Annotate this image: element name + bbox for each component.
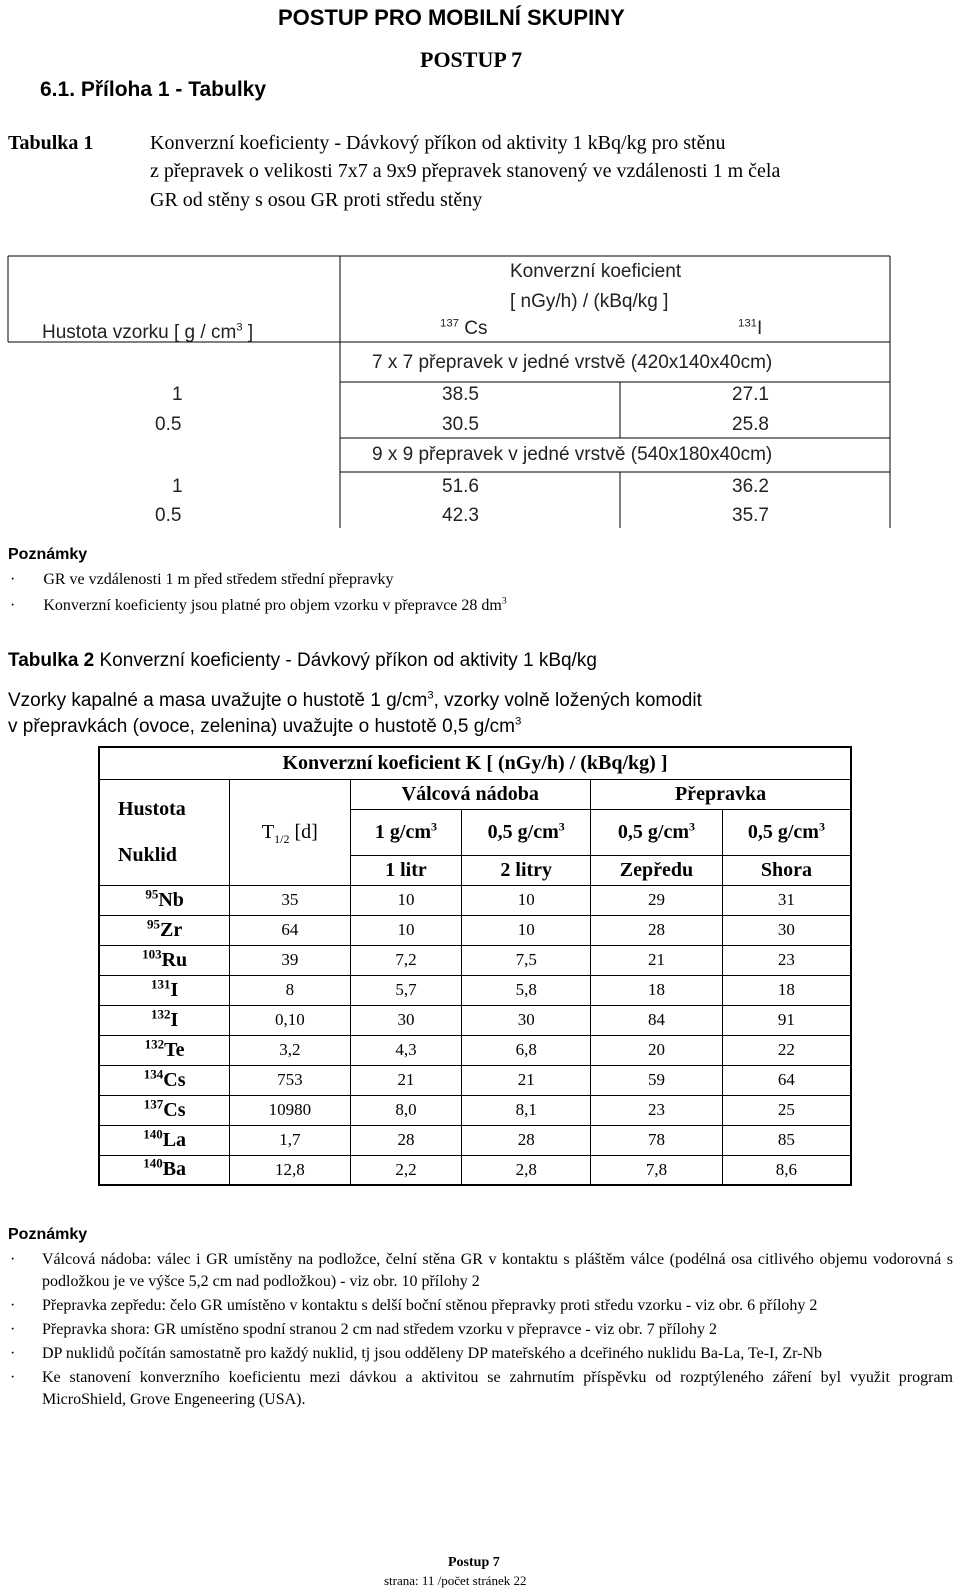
nuclide-cell: $^{103}$Ru [99, 945, 230, 975]
bullet-icon: · [10, 571, 16, 588]
value-cell: 35 [230, 885, 350, 915]
table2-note-3: · Přepravka shora: GR umístěno spodní stranou 2 cm nad středem vzorku v přepravce - viz obr. 7 přílohy 2 [8, 1319, 953, 1341]
nuclide-cell: $^{95}$Nb [99, 885, 230, 915]
table1-row4-cs: 42.3 [442, 505, 479, 526]
value-cell: 1,7 [230, 1125, 350, 1155]
bullet-icon: · [10, 1321, 16, 1338]
nuclide-cell: $^{140}$Ba [99, 1155, 230, 1185]
value-cell: 10980 [230, 1095, 350, 1125]
table2-note-4: · DP nuklidů počítán samostatně pro každý nuklid, tj jsou odděleny DP mateřského a dceřiného nuklidu Ba-La, Te-I, Zr-Nb [8, 1343, 953, 1365]
table2-caption: Tabulka 2 Konverzní koeficienty - Dávkový příkon od aktivity 1 kBq/kg [8, 650, 597, 671]
bullet-icon: · [10, 1345, 16, 1362]
table2-header-main: Konverzní koeficient K [ (nGy/h) / (kBq/kg) ] [99, 747, 851, 779]
table2-header-hustota-nuklid: Hustota Nuklid [99, 779, 230, 885]
table-row [99, 945, 851, 975]
table-row [99, 1005, 851, 1035]
value-cell: 5,8 [462, 975, 591, 1005]
table1-row3-i: 36.2 [732, 476, 769, 497]
value-cell: 91 [722, 1005, 851, 1035]
table2-subhead-4: Shora [722, 855, 851, 885]
value-cell: 64 [722, 1065, 851, 1095]
table2 [98, 746, 852, 1186]
table1-group-9x9: 9 x 9 přepravek v jedné vrstvě (540x180x40cm) [372, 444, 773, 465]
value-cell: 18 [722, 975, 851, 1005]
value-cell: 64 [230, 915, 350, 945]
table1-header-line2: [ nGy/h) / (kBq/kg ] [510, 291, 669, 312]
value-cell: 25 [722, 1095, 851, 1125]
nuclide-cell: $^{137}$Cs [99, 1095, 230, 1125]
table1-grid [0, 250, 960, 550]
table1-label: Tabulka 1 [8, 132, 94, 154]
value-cell: 21 [350, 1065, 462, 1095]
footer-title: Postup 7 [448, 1555, 500, 1570]
table1-row3-density: 1 [172, 476, 183, 497]
value-cell: 8,0 [350, 1095, 462, 1125]
value-cell: 3,2 [230, 1035, 350, 1065]
value-cell: 7,2 [350, 945, 462, 975]
table1-row1-i: 27.1 [732, 384, 769, 405]
value-cell: 7,8 [591, 1155, 723, 1185]
table2-note-1: · Válcová nádoba: válec i GR umístěny na podložce, čelní stěna GR v kontaktu s pláštěm válce (podélná osa citlivého objemu vodorovná s podložkou je ve výšce 5,2 cm nad podložkou) - viz obr. 10 přílohy 2 [10, 1251, 953, 1290]
value-cell: 28 [462, 1125, 591, 1155]
bullet-icon: · [10, 597, 16, 614]
table2-header-valcova: Válcová nádoba [350, 779, 591, 809]
table2-notes [8, 1249, 953, 1411]
table-row [99, 1095, 851, 1125]
table-row [99, 1035, 851, 1065]
value-cell: 23 [591, 1095, 723, 1125]
value-cell: 2,8 [462, 1155, 591, 1185]
value-cell: 10 [350, 885, 462, 915]
table2-density-4: 0,5 $g/cm^3$ [722, 809, 851, 855]
table2-header-halflife: $T_{1/2}$ [d] [230, 779, 350, 885]
value-cell: 59 [591, 1065, 723, 1095]
nuclide-cell: $^{131}$I [99, 975, 230, 1005]
nuclide-cell: $^{132}$Te [99, 1035, 230, 1065]
document-title: POSTUP PRO MOBILNÍ SKUPINY [278, 5, 625, 30]
table2-header-prepravka: Přepravka [591, 779, 851, 809]
table2-note-5: · Ke stanovení konverzního koeficientu mezi dávkou a aktivitou se zahrnutím příspěvku od rozptýleného záření byl využit program MicroShield, Grove Engeneering (USA). [10, 1369, 953, 1408]
procedure-subtitle: POSTUP 7 [420, 47, 523, 72]
table1-row1-cs: 38.5 [442, 384, 479, 405]
value-cell: 30 [722, 915, 851, 945]
value-cell: 78 [591, 1125, 723, 1155]
table1-row2-cs: 30.5 [442, 414, 479, 435]
bullet-icon: · [10, 1251, 16, 1268]
value-cell: 5,7 [350, 975, 462, 1005]
value-cell: 0,10 [230, 1005, 350, 1035]
bullet-icon: · [10, 1369, 16, 1386]
value-cell: 4,3 [350, 1035, 462, 1065]
table1-cs137-header: $^{137}$ Cs [440, 317, 488, 339]
value-cell: 85 [722, 1125, 851, 1155]
table-row [99, 1155, 851, 1185]
table2-subhead-1: 1 litr [350, 855, 462, 885]
table-row [99, 915, 851, 945]
table2-subhead-3: Zepředu [591, 855, 723, 885]
value-cell: 22 [722, 1035, 851, 1065]
value-cell: 8,1 [462, 1095, 591, 1125]
table1-note-2: · Konverzní koeficienty jsou platné pro objem vzorku v přepravce 28 $dm^3$ [10, 595, 507, 614]
table1-i131-header: $^{131}$I [738, 317, 763, 339]
value-cell: 21 [462, 1065, 591, 1095]
table1-row2-i: 25.8 [732, 414, 769, 435]
table1-caption-line2: z přepravek o velikosti 7x7 a 9x9 přepravek stanovený ve vzdálenosti 1 m čela [150, 160, 781, 182]
table-row [99, 1065, 851, 1095]
value-cell: 21 [591, 945, 723, 975]
table2-notes-title: Poznámky [8, 1226, 88, 1243]
value-cell: 12,8 [230, 1155, 350, 1185]
value-cell: 2,2 [350, 1155, 462, 1185]
value-cell: 23 [722, 945, 851, 975]
value-cell: 10 [462, 885, 591, 915]
table2-density-3: 0,5 $g/cm^3$ [591, 809, 723, 855]
section-heading: 6.1. Příloha 1 - Tabulky [40, 78, 267, 101]
table1-row4-density: 0.5 [155, 505, 182, 526]
table2-description-line1: Vzorky kapalné a masa uvažujte o hustotě 1 $g/cm^3$, vzorky volně ložených komodit [8, 689, 702, 711]
value-cell: 39 [230, 945, 350, 975]
table1-caption-line3: GR od stěny s osou GR proti středu stěny [150, 189, 483, 211]
table1-row2-density: 0.5 [155, 414, 182, 435]
value-cell: 30 [350, 1005, 462, 1035]
table2-note-2: · Přepravka zepředu: čelo GR umístěno v kontaktu s delší boční stěnou přepravky proti středu vzorku - viz obr. 6 přílohy 2 [8, 1295, 953, 1317]
bullet-icon: · [10, 1297, 16, 1314]
value-cell: 29 [591, 885, 723, 915]
table2-density-1: 1 $g/cm^3$ [350, 809, 462, 855]
value-cell: 84 [591, 1005, 723, 1035]
value-cell: 6,8 [462, 1035, 591, 1065]
nuclide-cell: $^{132}$I [99, 1005, 230, 1035]
nuclide-cell: $^{95}$Zr [99, 915, 230, 945]
value-cell: 7,5 [462, 945, 591, 975]
table1-density-header: Hustota vzorku [ g / $cm^3$ ] [42, 321, 254, 343]
table2-subhead-2: 2 litry [462, 855, 591, 885]
value-cell: 18 [591, 975, 723, 1005]
table2-description-line2: v přepravkách (ovoce, zelenina) uvažujte o hustotě 0,5 $g/cm^3$ [8, 715, 522, 737]
nuclide-cell: $^{140}$La [99, 1125, 230, 1155]
table2-density-2: 0,5 $g/cm^3$ [462, 809, 591, 855]
value-cell: 20 [591, 1035, 723, 1065]
value-cell: 28 [350, 1125, 462, 1155]
value-cell: 31 [722, 885, 851, 915]
table1-note-1: · GR ve vzdálenosti 1 m před středem střední přepravky [10, 571, 394, 588]
table1-caption-line1: Konverzní koeficienty - Dávkový příkon od aktivity 1 kBq/kg pro stěnu [150, 132, 726, 154]
value-cell: 10 [350, 915, 462, 945]
footer-page-number: strana: 11 /počet stránek 22 [384, 1573, 527, 1588]
table-row [99, 1125, 851, 1155]
value-cell: 753 [230, 1065, 350, 1095]
value-cell: 10 [462, 915, 591, 945]
value-cell: 28 [591, 915, 723, 945]
table1-row4-i: 35.7 [732, 505, 769, 526]
table-row [99, 885, 851, 915]
value-cell: 30 [462, 1005, 591, 1035]
table1-row3-cs: 51.6 [442, 476, 479, 497]
table1-row1-density: 1 [172, 384, 183, 405]
table1-group-7x7: 7 x 7 přepravek v jedné vrstvě (420x140x40cm) [372, 352, 773, 373]
value-cell: 8 [230, 975, 350, 1005]
table-row [99, 975, 851, 1005]
table1-notes-title: Poznámky [8, 546, 88, 563]
nuclide-cell: $^{134}$Cs [99, 1065, 230, 1095]
value-cell: 8,6 [722, 1155, 851, 1185]
table1-header-line1: Konverzní koeficient [510, 261, 682, 282]
